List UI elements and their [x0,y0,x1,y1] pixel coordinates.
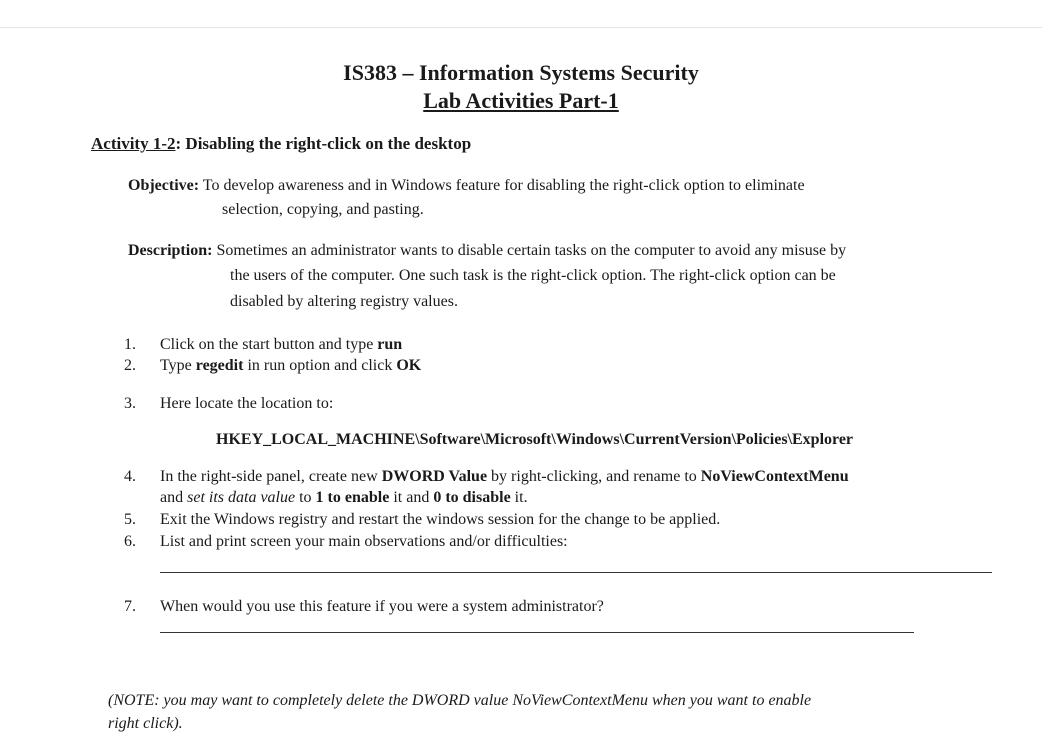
step-2-number: 2. [124,357,136,374]
step-3-text: Here locate the location to: [160,395,334,412]
top-divider [0,27,1042,28]
step-2-bold-1: regedit [195,357,244,374]
step-4-number: 4. [124,468,136,485]
step-2-bold-2: OK [396,357,422,374]
objective-line-1 [128,174,1008,198]
description-line-2: the users of the computer. One such task is the right-click option. The right-click option can be [230,267,836,284]
step-7-text: When would you use this feature if you were a system administrator? [160,598,604,615]
description-text-1: Sometimes an administrator wants to disable certain tasks on the computer to avoid any misuse by [212,242,847,259]
step-1-text [160,334,402,356]
description-label: Description: [128,242,213,259]
registry-path: HKEY_LOCAL_MACHINE\Software\Microsoft\Windows\CurrentVersion\Policies\Explorer [216,431,854,448]
step-4-l2-bold-2: 0 to disable [433,489,511,506]
description-line-3: disabled by altering registry values. [230,293,458,310]
step-4-mid: by right-clicking, and rename to [487,468,701,485]
step-4-pre: In the right-side panel, create new [160,468,382,485]
step-5-text: Exit the Windows registry and restart the windows session for the change to be applied. [160,511,721,528]
document-title: IS383 – Information Systems Security [343,60,699,85]
step-1-number: 1. [124,336,136,353]
answer-line-7 [160,632,914,633]
objective-line-2: selection, copying, and pasting. [222,201,424,218]
objective-label: Objective: [128,177,200,194]
note-line-2: right click). [108,715,183,732]
step-5-number: 5. [124,511,136,528]
step-4-l2-italic: set its data value [187,489,296,506]
step-4-l2-mid: to [295,489,316,506]
description-line-1 [128,239,1008,263]
step-4-bold-1: DWORD Value [381,468,488,485]
step-4-l2-end: it. [510,489,528,506]
step-6-number: 6. [124,533,136,550]
step-4-line-1 [160,466,849,488]
step-4-l2-pre: and [160,489,188,506]
answer-line-6 [160,572,992,573]
activity-title: : Disabling the right-click on the desktop [175,134,472,153]
step-3-number: 3. [124,395,136,412]
step-4-l2-mid-2: it and [389,489,434,506]
step-2-pre: Type [160,357,196,374]
step-2-text [160,355,421,377]
step-2-mid: in run option and click [243,357,397,374]
note-line-1: (NOTE: you may want to completely delete the DWORD value NoViewContextMenu when you want to enable [108,692,812,709]
step-7-number: 7. [124,598,136,615]
activity-label: Activity 1-2 [91,134,176,153]
step-1-plain: Click on the start button and type [160,336,378,353]
step-4-l2-bold-1: 1 to enable [315,489,390,506]
document-subtitle: Lab Activities Part-1 [423,88,619,113]
step-1-bold: run [377,336,403,353]
objective-text-1: To develop awareness and in Windows feature for disabling the right-click option to eliminate [199,177,805,194]
step-6-text: List and print screen your main observations and/or difficulties: [160,533,568,550]
step-4-bold-2: NoViewContextMenu [700,468,849,485]
step-4-line-2 [160,487,528,509]
activity-heading [91,133,471,155]
